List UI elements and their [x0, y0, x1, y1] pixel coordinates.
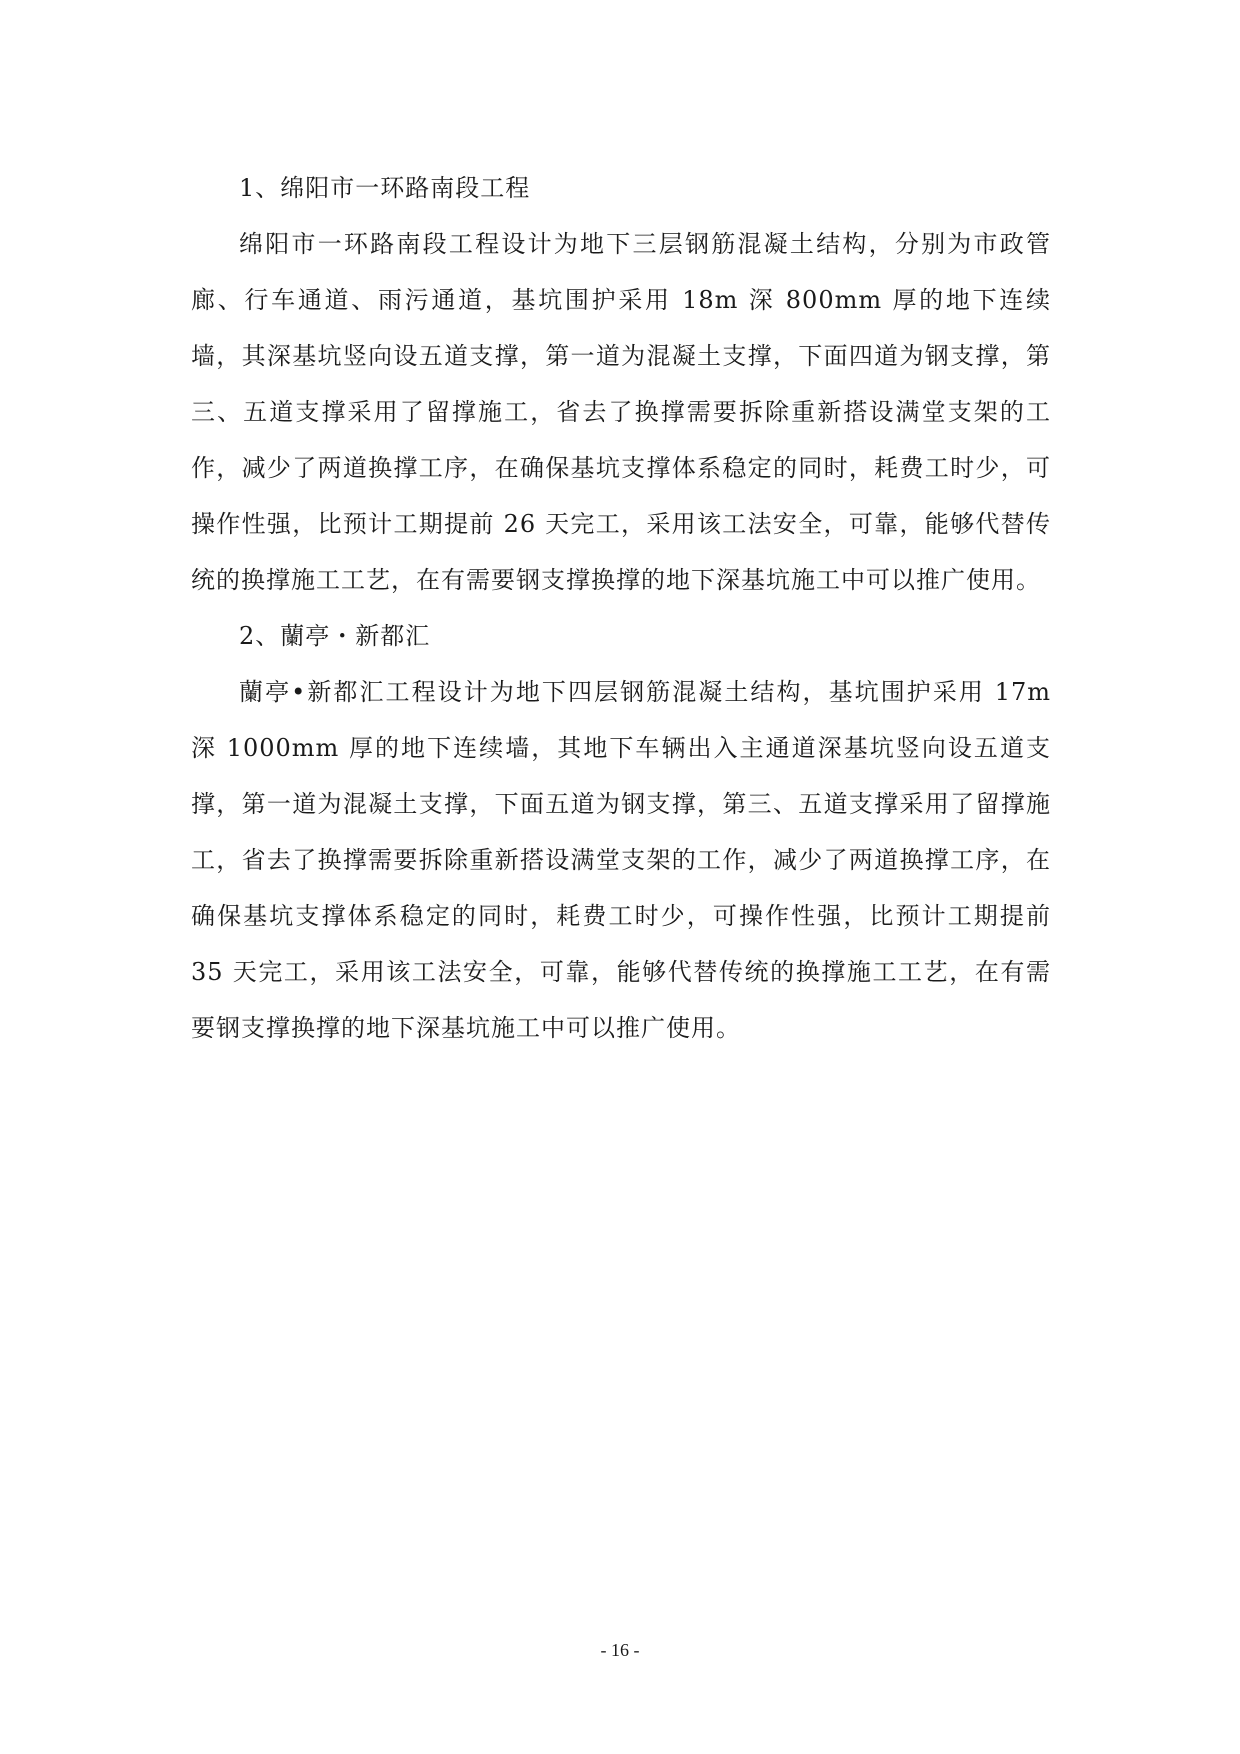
section-heading-1: 1、绵阳市一环路南段工程 [239, 174, 531, 202]
section-body-2: 蘭亭•新都汇工程设计为地下四层钢筋混凝土结构，基坑围护采用 17m 深 1000mm 厚的地下连续墙，其地下车辆出入主通道深基坑竖向设五道支撑，第一道为混凝土支撑，下面五道为钢支撑，第三、五道支撑采用了留撑施工，省去了换撑需要拆除重新搭设满堂支架的工作，减少了两道换撑工序，在确保基坑支撑体系稳定的同时，耗费工时少，可操作性强，比预计工期提前 35 天完工，采用该工法安全，可靠，能够代替传统的换撑施工工艺，在有需要钢支撑换撑的地下深基坑施工中可以推广使用。 [191, 678, 1051, 1042]
page-number: - 16 - [600, 1640, 640, 1660]
page-content [191, 160, 1051, 1056]
section-body-1: 绵阳市一环路南段工程设计为地下三层钢筋混凝土结构，分别为市政管廊、行车通道、雨污通道，基坑围护采用 18m 深 800mm 厚的地下连续墙，其深基坑竖向设五道支撑，第一道为混凝土支撑，下面四道为钢支撑，第三、五道支撑采用了留撑施工，省去了换撑需要拆除重新搭设满堂支架的工作，减少了两道换撑工序，在确保基坑支撑体系稳定的同时，耗费工时少，可操作性强，比预计工期提前 26 天完工，采用该工法安全，可靠，能够代替传统的换撑施工工艺，在有需要钢支撑换撑的地下深基坑施工中可以推广使用。 [191, 230, 1051, 594]
section-heading-2: 2、蘭亭・新都汇 [239, 622, 431, 650]
